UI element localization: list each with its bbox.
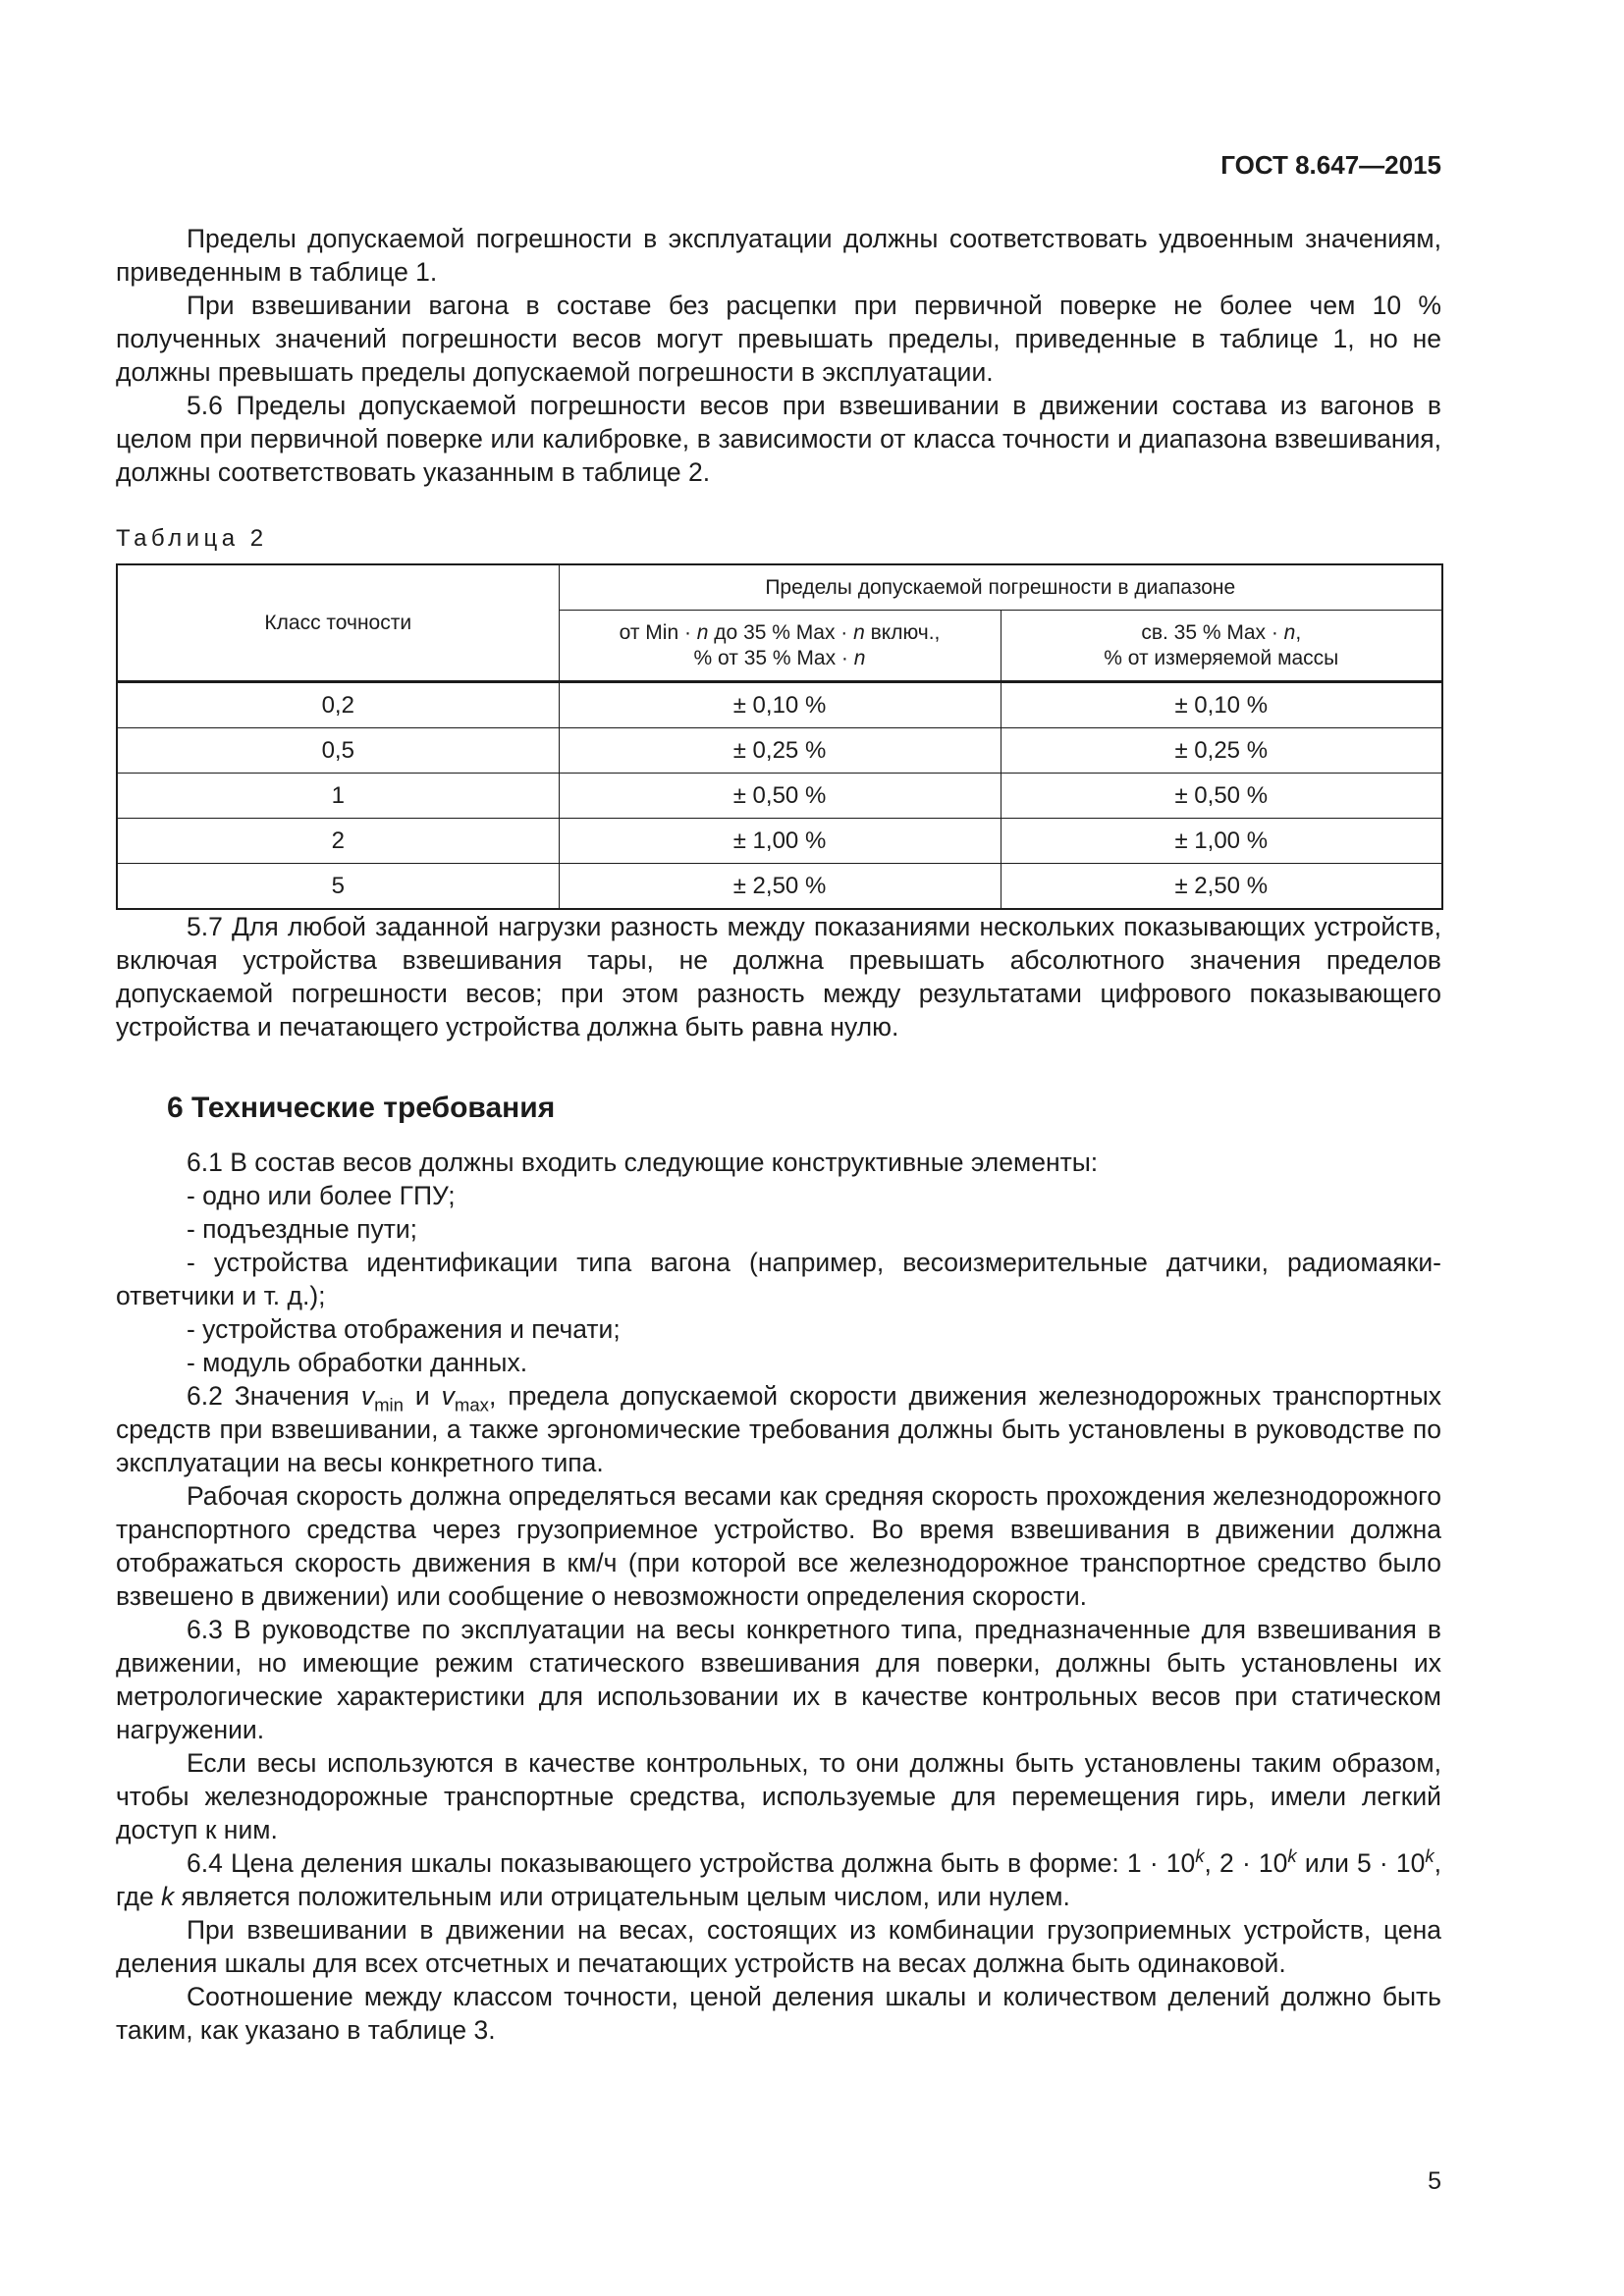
cell-high: ± 0,50 % xyxy=(1001,774,1442,819)
cell-class: 2 xyxy=(117,819,559,864)
cell-high: ± 0,10 % xyxy=(1001,682,1442,728)
cell-class: 1 xyxy=(117,774,559,819)
list-item: - модуль обработки данных. xyxy=(187,1348,528,1377)
table-row xyxy=(117,728,1442,774)
paragraph: При взвешивании в движении на весах, состоящих из комбинации грузоприемных устройств, цена деления шкалы для всех отсчетных и печатающих устройств на весах должна быть одинаковой. xyxy=(116,1915,1441,1978)
paragraph: Пределы допускаемой погрешности в эксплуатации должны соответствовать удвоенным значениям, приведенным в таблице 1. xyxy=(116,224,1441,287)
cell-low: ± 0,10 % xyxy=(559,682,1001,728)
cell-low: ± 2,50 % xyxy=(559,864,1001,910)
col-header-low-range: от Min · n до 35 % Max · n включ., % от 35 % Max · n xyxy=(559,611,1001,682)
paragraph-5-7: 5.7 Для любой заданной нагрузки разность между показаниями нескольких показывающих устройств, включая устройства взвешивания тары, не должна превышать абсолютного значения пределов допускаемой погрешности весов; при этом разность между результатами цифрового показывающего устройства и печатающего устройства должна быть равна нулю. xyxy=(116,912,1441,1041)
group-header: Пределы допускаемой погрешности в диапазоне xyxy=(559,564,1442,611)
table-row xyxy=(117,864,1442,910)
list-item: - устройства отображения и печати; xyxy=(187,1314,621,1344)
section-heading: 6 Технические требования xyxy=(167,1092,556,1124)
table-row xyxy=(117,774,1442,819)
col-header-accuracy-class: Класс точности xyxy=(117,564,559,682)
cell-class: 0,2 xyxy=(117,682,559,728)
list-item: - подъездные пути; xyxy=(187,1214,418,1244)
page-content xyxy=(116,222,1441,2047)
paragraph: Если весы используются в качестве контрольных, то они должны быть установлены таким образом, чтобы железнодорожные транспортные средства, используемые для перемещения гирь, имели легкий доступ к ним. xyxy=(116,1748,1441,1844)
paragraph: Рабочая скорость должна определяться весами как средняя скорость прохождения железнодорожного транспортного средства через грузоприемное устройство. Во время взвешивания в движении должна отображаться скорость движения в км/ч (при которой все железнодорожное транспортное средство было взвешено в движении) или сообщение о невозможности определения скорости. xyxy=(116,1481,1441,1611)
list-item: - одно или более ГПУ; xyxy=(187,1181,456,1210)
cell-high: ± 0,25 % xyxy=(1001,728,1442,774)
paragraph-6-4: 6.4 Цена деления шкалы показывающего устройства должна быть в форме: $1 \cdot 10^k$, $2 \cdot 10^k$ или $5 \cdot 10^k$, где k является положительным или отрицательным целым числом, или нулем. xyxy=(116,1844,1442,1911)
cell-high: ± 1,00 % xyxy=(1001,819,1442,864)
paragraph-6-3: 6.3 В руководстве по эксплуатации на весы конкретного типа, предназначенные для взвешивания в движении, но имеющие режим статического взвешивания для поверки, должны быть установлены их метрологические характеристики для использовании их в качестве контрольных весов при статическом нагружении. xyxy=(116,1615,1441,1744)
cell-high: ± 2,50 % xyxy=(1001,864,1442,910)
col-header-high-range: св. 35 % Max · n, % от измеряемой массы xyxy=(1001,611,1442,682)
cell-low: ± 0,50 % xyxy=(559,774,1001,819)
paragraph-5-6: 5.6 Пределы допускаемой погрешности весов при взвешивании в движении состава из вагонов в целом при первичной поверке или калибровке, в зависимости от класса точности и диапазона взвешивания, должны соответствовать указанным в таблице 2. xyxy=(116,391,1441,487)
paragraph: Соотношение между классом точности, ценой деления шкалы и количеством делений должно быть таким, как указано в таблице 3. xyxy=(116,1982,1441,2045)
list-item: - устройства идентификации типа вагона (например, весоизмерительные датчики, радиомаяки-ответчики и т. д.); xyxy=(116,1248,1441,1310)
paragraph-6-1: 6.1 В состав весов должны входить следующие конструктивные элементы: xyxy=(187,1148,1099,1177)
paragraph: При взвешивании вагона в составе без расцепки при первичной поверке не более чем 10 % полученных значений погрешности весов могут превышать пределы, приведенные в таблице 1, но не должны превышать пределы допускаемой погрешности в эксплуатации. xyxy=(116,291,1441,387)
document-code: ГОСТ 8.647—2015 xyxy=(1220,150,1441,180)
cell-class: 0,5 xyxy=(117,728,559,774)
cell-low: ± 0,25 % xyxy=(559,728,1001,774)
cell-class: 5 xyxy=(117,864,559,910)
table-row xyxy=(117,682,1442,728)
table-row xyxy=(117,819,1442,864)
table-label: Таблица 2 xyxy=(116,525,268,552)
table-2 xyxy=(116,563,1443,910)
cell-low: ± 1,00 % xyxy=(559,819,1001,864)
paragraph-6-2: 6.2 Значения $v_{min}$ и $v_{max}$, предела допускаемой скорости движения железнодорожных транспортных средств при взвешивании, а также эргономические требования должны быть установлены в руководстве по эксплуатации на весы конкретного типа. xyxy=(116,1381,1441,1477)
page-number: 5 xyxy=(1428,2167,1441,2195)
